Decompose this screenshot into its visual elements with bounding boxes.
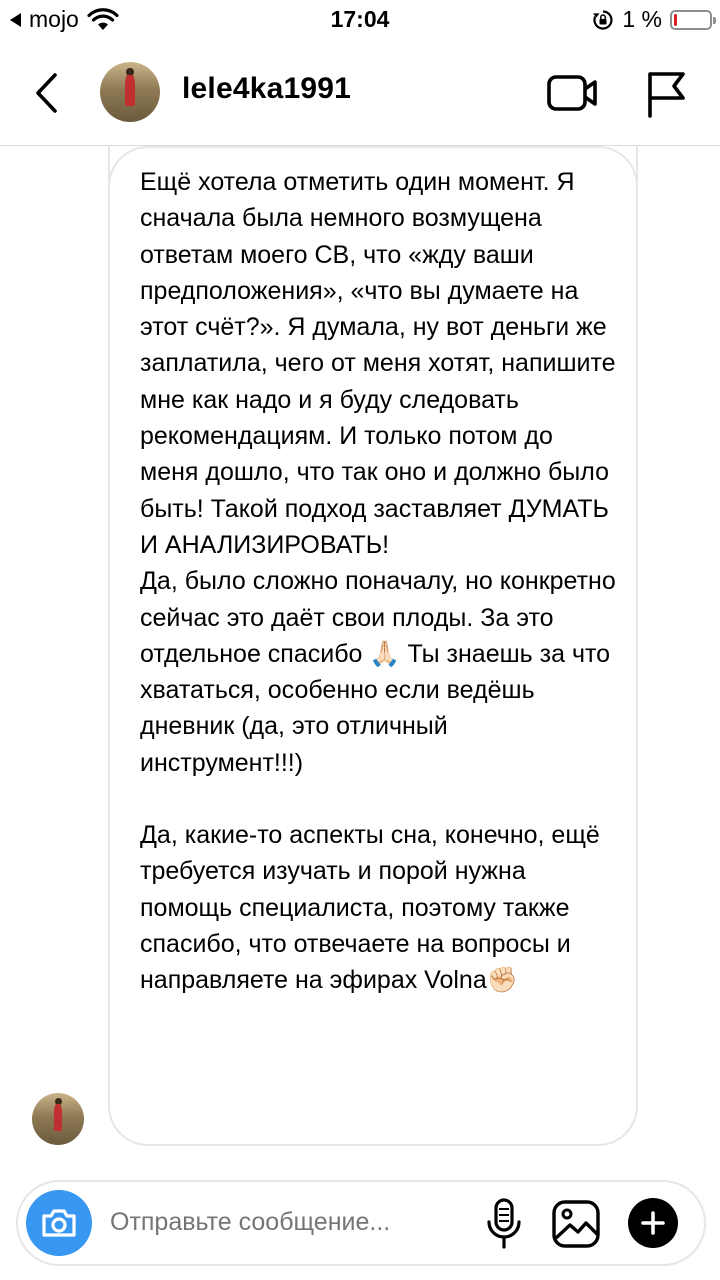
chat-header [0,40,720,146]
sender-avatar[interactable] [32,1093,84,1145]
plus-icon [640,1210,666,1236]
clock: 17:04 [330,6,390,32]
gallery-button[interactable] [550,1198,602,1250]
username[interactable]: lele4ka1991 [182,72,352,105]
message-composer [16,1180,706,1266]
message-paragraph: Ещё хотела отметить один момент. Я сначала была немного возмущена ответам моего СВ, что «жду ваши предположения», «что вы думаете на этот счёт?». Я думала, ну вот деньги же заплатила, чего от меня хотят, напишите мне как надо и я буду следовать рекомендациям. И только потом до меня дошло, что так оно и должно было быть! Такой подход заставляет ДУМАТЬ И АНАЛИЗИРОВАТЬ! [140,168,623,559]
message-bubble[interactable] [108,146,638,1146]
battery-icon [670,10,712,30]
microphone-icon [484,1196,524,1252]
carrier-name: mojo [29,6,79,32]
camera-button[interactable] [26,1190,92,1256]
gallery-icon [550,1198,602,1250]
orientation-lock-icon [592,9,614,31]
flag-icon [643,68,691,120]
status-bar-right [592,6,712,33]
message-paragraph: Да, было сложно поначалу, но конкретно сейчас это даёт свои плоды. За это отдельное спасибо 🙏🏻 Ты знаешь за что хвататься, особенно если ведёшь дневник (да, это отличный инструмент!!!) [140,567,623,777]
message-paragraph [140,781,616,817]
video-call-button[interactable] [545,70,601,116]
battery-level [674,14,677,26]
video-call-icon [545,70,601,116]
battery-percent: 1 % [622,6,662,32]
back-button[interactable] [26,68,66,118]
voice-message-button[interactable] [484,1196,524,1252]
status-bar [0,0,720,40]
more-options-button[interactable] [628,1198,678,1248]
message-input[interactable] [110,1208,470,1237]
profile-avatar[interactable] [100,62,160,122]
camera-icon [40,1207,78,1239]
report-button[interactable] [643,68,691,120]
message-paragraph: Да, какие-то аспекты сна, конечно, ещё требуется изучать и порой нужна помощь специалиста, поэтому также спасибо, что отвечаете на вопросы и направляете на эфирах Volna✊🏻 [140,821,607,995]
back-chevron-icon [33,72,59,114]
